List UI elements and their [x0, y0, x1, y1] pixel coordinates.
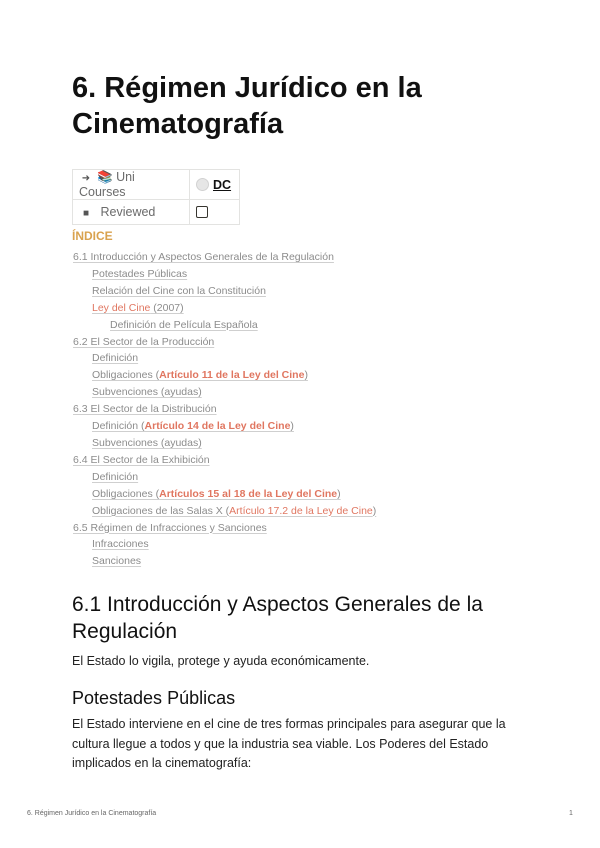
toc-link[interactable]	[92, 352, 138, 364]
toc-link-text: Definición	[92, 470, 139, 483]
toc-item[interactable]	[73, 469, 376, 486]
toc-link-text: 6.1 Introducción y Aspectos Generales de la Regulación	[73, 251, 334, 263]
toc-item[interactable]	[73, 452, 376, 469]
toc-item[interactable]	[73, 520, 376, 537]
toc-link-text: Definición	[92, 352, 139, 365]
toc-link-text: 6.2 El Sector de la Producción	[73, 335, 215, 348]
toc-link-text: Obligaciones de las Salas X (	[92, 504, 230, 517]
toc-link-text: )	[304, 369, 308, 382]
toc-link-text: 6.5 Régimen de Infracciones y Sanciones	[73, 521, 267, 534]
toc-link-text: )	[290, 420, 294, 433]
toc-link[interactable]	[92, 437, 202, 449]
table-of-contents	[73, 249, 376, 570]
toc-item[interactable]	[73, 300, 376, 317]
toc-item[interactable]	[73, 401, 376, 418]
toc-item[interactable]	[73, 334, 376, 351]
properties-table	[72, 169, 240, 225]
toc-link-text: 6.3 El Sector de la Distribución	[73, 403, 217, 416]
toc-link-text: Sanciones	[92, 555, 142, 568]
toc-link-text: Artículo 17.2 de la Ley de Cine	[229, 504, 373, 517]
toc-link[interactable]	[92, 268, 187, 280]
books-icon: 📚	[97, 170, 113, 184]
toc-link-text: Definición (	[92, 420, 145, 433]
section-lead-paragraph: El Estado lo vigila, protege y ayuda económicamente.	[72, 654, 370, 668]
toc-link[interactable]	[92, 471, 138, 483]
subsection-heading: Potestades Públicas	[72, 688, 236, 708]
toc-item[interactable]	[73, 553, 376, 570]
toc-item[interactable]	[73, 503, 376, 520]
toc-item[interactable]	[73, 486, 376, 503]
toc-link[interactable]	[92, 420, 294, 432]
property-row-reviewed	[73, 200, 240, 225]
toc-link[interactable]	[92, 285, 266, 297]
toc-link[interactable]	[92, 488, 341, 500]
toc-link[interactable]	[73, 454, 210, 466]
property-key	[73, 200, 190, 225]
toc-link-text: Subvenciones (ayudas)	[92, 386, 202, 399]
checkbox-property-icon: ■	[82, 208, 90, 219]
toc-item[interactable]	[73, 350, 376, 367]
toc-link[interactable]	[73, 522, 267, 534]
property-value[interactable]	[190, 170, 240, 200]
toc-link-text: Obligaciones (	[92, 487, 160, 500]
toc-link-text: Relación del Cine con la Constitución	[92, 284, 266, 297]
reviewed-checkbox[interactable]	[196, 206, 208, 218]
toc-link-text: 6.4 El Sector de la Exhibición	[73, 453, 210, 466]
toc-item[interactable]	[73, 249, 376, 266]
toc-item[interactable]	[73, 266, 376, 283]
property-key	[73, 170, 190, 200]
toc-item[interactable]	[73, 435, 376, 452]
toc-link-text: Artículo 14 de la Ley del Cine	[144, 420, 291, 433]
toc-link-text: Artículo 11 de la Ley del Cine	[159, 369, 305, 382]
dc-relation-link[interactable]: DC	[213, 177, 232, 192]
page-number: 1	[569, 810, 573, 817]
property-label-uni-courses: Uni Courses	[79, 170, 135, 199]
toc-link-text: Infracciones	[92, 538, 149, 551]
toc-item[interactable]	[73, 418, 376, 435]
arrow-right-icon: ➜	[81, 173, 91, 184]
toc-link-text: Obligaciones (	[92, 369, 160, 382]
toc-link[interactable]	[92, 538, 149, 550]
toc-link[interactable]	[92, 369, 308, 381]
toc-link[interactable]	[92, 505, 376, 517]
toc-link[interactable]	[92, 302, 184, 314]
property-value[interactable]	[190, 200, 240, 225]
toc-heading: ÍNDICE	[72, 229, 113, 243]
toc-link-text: )	[337, 487, 341, 500]
toc-item[interactable]	[73, 536, 376, 553]
toc-item[interactable]	[73, 317, 376, 334]
toc-link-text: Potestades Públicas	[92, 267, 188, 280]
page-icon	[196, 178, 209, 191]
toc-link[interactable]	[92, 555, 141, 567]
toc-link-text: (2007)	[150, 301, 184, 314]
property-label-reviewed: Reviewed	[100, 205, 156, 219]
footer-title: 6. Régimen Jurídico en la Cinematografía	[27, 810, 157, 817]
toc-link[interactable]	[92, 386, 202, 398]
toc-item[interactable]	[73, 283, 376, 300]
toc-link-text: Definición de Película Española	[110, 318, 258, 331]
toc-link[interactable]	[73, 403, 217, 415]
toc-link-text: )	[372, 504, 377, 517]
body-paragraph: El Estado interviene en el cine de tres formas principales para asegurar que la cultura llegue a todos y que la industria sea viable. Los Poderes del Estado implicados en la cinematografía:	[72, 717, 506, 770]
toc-link[interactable]	[73, 336, 214, 348]
section-heading: 6.1 Introducción y Aspectos Generales de la Regulación	[72, 593, 483, 643]
toc-link-text: Ley del Cine	[92, 301, 151, 314]
toc-item[interactable]	[73, 384, 376, 401]
toc-link[interactable]	[110, 319, 258, 331]
toc-link-text: Artículos 15 al 18 de la Ley del Cine	[159, 487, 338, 500]
page-title: 6. Régimen Jurídico en la Cinematografía	[72, 72, 422, 140]
property-row-uni-courses	[73, 170, 240, 200]
toc-item[interactable]	[73, 367, 376, 384]
toc-link[interactable]	[73, 251, 334, 263]
toc-link-text: Subvenciones (ayudas)	[92, 436, 202, 449]
